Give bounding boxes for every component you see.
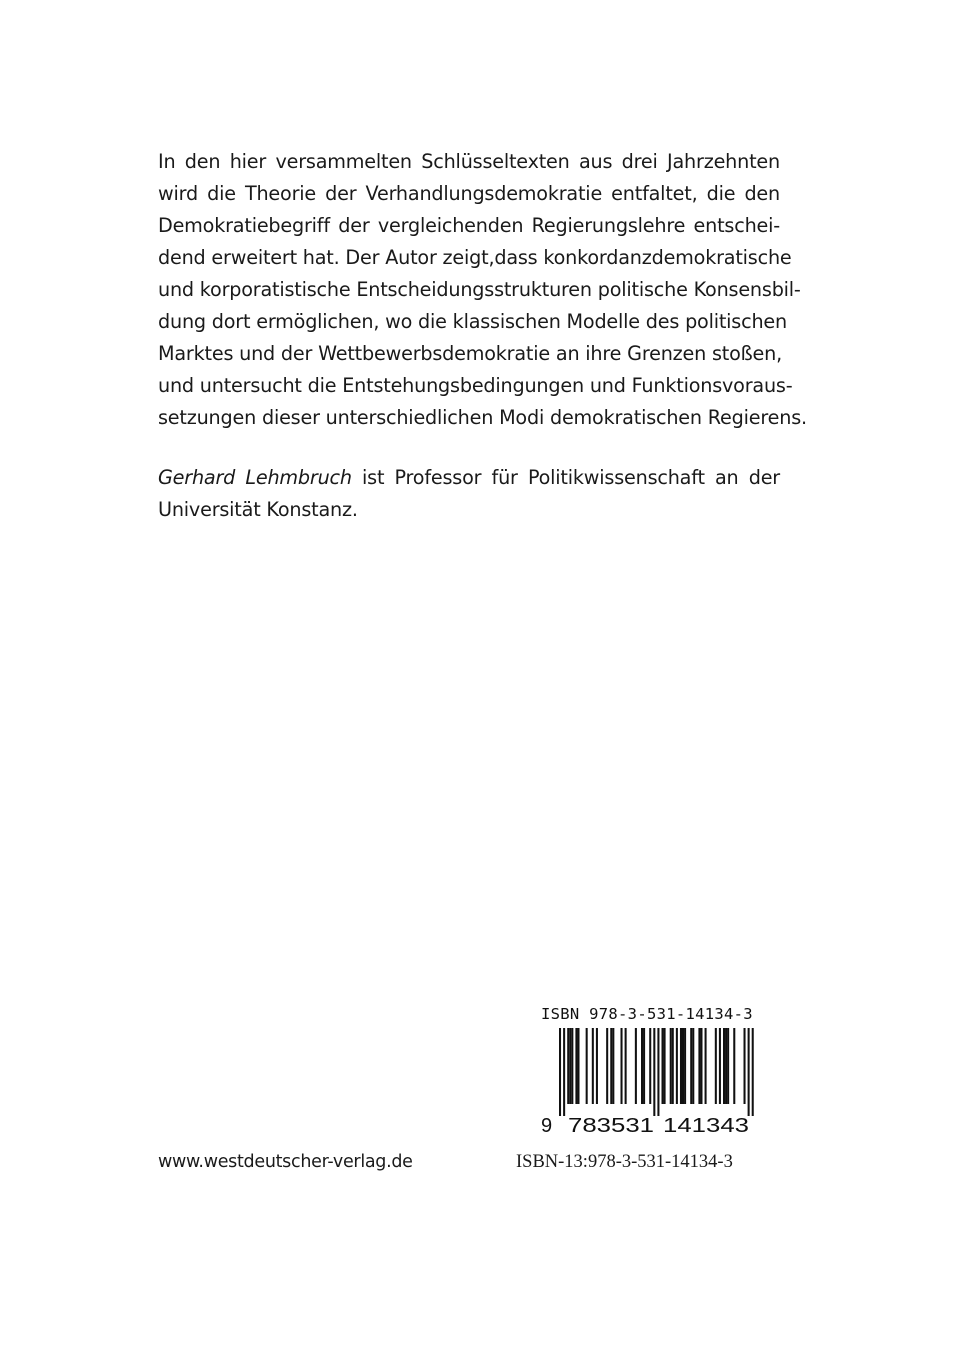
barcode-bar-40 [744,1028,746,1104]
barcode-bar-26 [680,1028,682,1104]
barcode-bar-36 [723,1028,725,1104]
barcode-isbn-label: ISBN 978-3-531-14134-3 [541,1005,753,1023]
barcode-bar-42 [752,1028,754,1116]
footer-isbn: ISBN-13:978-3-531-14134-3 [516,1152,733,1172]
barcode-bar-17 [643,1028,645,1104]
author-note-line: Universität Konstanz. [158,498,358,521]
barcode-bar-12 [612,1028,614,1104]
barcode-bar-21 [662,1028,664,1104]
barcode-bar-29 [690,1028,692,1104]
barcode-bar-22 [664,1028,666,1104]
author-note [158,462,780,526]
barcode-bar-41 [748,1028,750,1116]
barcode-bar-31 [698,1028,700,1104]
blurb-line: dend erweitert hat. Der Autor zeigt,dass konkordanzdemokratische [158,246,792,269]
barcode-bar-2 [567,1028,569,1104]
barcode-bar-33 [705,1028,707,1104]
publisher-url: www.westdeutscher-verlag.de [158,1152,413,1172]
barcode-bars [559,1028,754,1116]
barcode-digits-left: 783531 [568,1115,654,1136]
blurb-line: wird die Theorie der Verhandlungsdemokratie entfaltet, die den [158,182,780,205]
barcode-bar-32 [700,1028,702,1104]
barcode-graphic [535,1028,785,1136]
author-name: Gerhard Lehmbruch [158,466,352,489]
blurb-line: Marktes und der Wettbewerbsdemokratie an ihre Grenzen stoßen, [158,342,783,365]
author-note-text: ist Professor für Politikwissenschaft an der [351,466,780,489]
blurb-line: setzungen dieser unterschiedlichen Modi demokratischen Regierens. [158,406,807,429]
barcode-bar-34 [715,1028,717,1104]
isbn-barcode [535,1004,785,1136]
barcode-bar-16 [641,1028,643,1104]
barcode-bar-39 [733,1028,735,1104]
author-note-line [158,462,780,494]
barcode-bar-28 [684,1028,686,1104]
blurb-line: und untersucht die Entstehungsbedingungen und Funktionsvoraus- [158,374,793,397]
barcode-bar-30 [692,1028,694,1104]
barcode-bar-1 [563,1028,565,1116]
barcode-bar-35 [719,1028,721,1104]
barcode-bar-9 [596,1028,598,1104]
barcode-bar-8 [592,1028,594,1104]
barcode-bar-38 [727,1028,729,1104]
barcode-bar-14 [625,1028,627,1104]
barcode-bar-7 [586,1028,588,1104]
barcode-bar-18 [649,1028,651,1104]
barcode-bar-27 [682,1028,684,1104]
barcode-bar-23 [670,1028,672,1104]
barcode-bar-13 [621,1028,623,1104]
barcode-bar-0 [559,1028,561,1116]
blurb-line: dung dort ermöglichen, wo die klassischen Modelle des politischen [158,310,787,333]
blurb-text [158,146,807,434]
barcode-bar-24 [672,1028,674,1104]
barcode-bar-10 [606,1028,608,1104]
barcode-bar-4 [571,1028,573,1104]
barcode-bar-15 [635,1028,637,1104]
barcode-bar-19 [653,1028,655,1116]
barcode-bar-20 [657,1028,659,1116]
barcode-bar-25 [676,1028,678,1104]
barcode-bar-37 [725,1028,727,1104]
barcode-bar-3 [569,1028,571,1104]
barcode-digit-first: 9 [541,1115,553,1136]
barcode-digits-right: 141343 [663,1115,749,1136]
blurb-line: In den hier versammelten Schlüsseltexten aus drei Jahrzehnten [158,150,780,173]
barcode-bar-11 [610,1028,612,1104]
barcode-bar-5 [575,1028,577,1104]
barcode-bar-6 [577,1028,579,1104]
blurb-line: und korporatistische Entscheidungsstrukturen politische Konsensbil- [158,278,801,301]
blurb-line: Demokratiebegriff der vergleichenden Regierungslehre entschei- [158,214,780,237]
